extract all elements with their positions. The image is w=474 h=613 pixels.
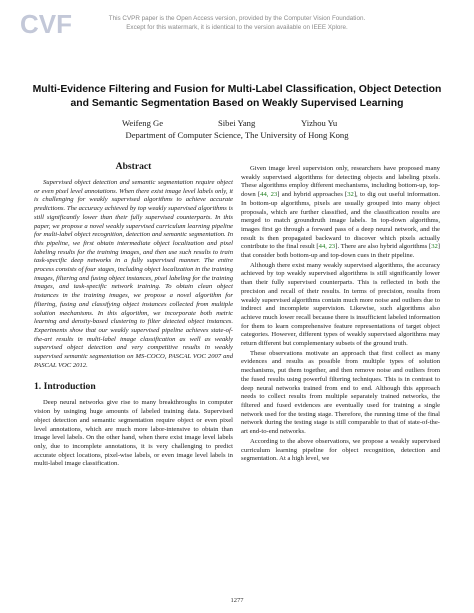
text-run: ] and hybrid approaches [ [277, 191, 348, 199]
left-column [34, 161, 233, 469]
page-number: 1277 [230, 597, 244, 604]
right-column [241, 164, 440, 464]
paper-title: Multi-Evidence Filtering and Fusion for Multi-Label Classification, Object Detection and Semantic Segmentation Based on Weakly Supervised Learning [32, 84, 442, 109]
open-access-notice [0, 14, 474, 32]
author-name: Sibei Yang [218, 118, 256, 128]
text-run: ]. There are also hybrid algorithms [ [335, 243, 432, 251]
introduction-paragraph: Deep neural networks give rise to many breakthroughs in computer vision by usinging huge amounts of labeled training data. Supervised object detection and semantic segmentation require object or even pixel level annotations, which are much more labor-intensive to obtain than image level labels. On the other hand, when there exist image level labels only, due to incomplete annotations, it is very challenging to predict accurate object locations, pixel-wise labels, or even image level labels in multi-label image classification. [34, 399, 233, 468]
citation-link[interactable]: 32 [431, 243, 438, 251]
abstract-heading: Abstract [115, 161, 152, 172]
text-run: ], to dig out useful information. In bottom-up algorithms, pixels are usually grouped into many object proposals, which are further classified, and the classification results are merged to match groundtruth image labels. In top-down algorithms, images first go through a forward pass of a deep neural network, and the result is then propagated backward to discover which pixels actually contribute to the final result [ [241, 191, 441, 251]
author-name: Weifeng Ge [122, 118, 164, 128]
citation-link[interactable]: 32 [347, 191, 354, 199]
intro-paragraph-4: These observations motivate an approach that first collect as many evidences and results as possible from multiple types of solution mechanisms, put them together, and then remove noise and outliers from the fused results using powerful filtering techniques. This is in contrast to deep neural networks trained from end to end. Although this approach needs to collect results from multiple separately trained networks, the filtered and fused evidences are eventually used for training a single network used for the testing stage. Therefore, the running time of the final network during the testing stage is still comparable to that of state-of-the-art end-to-end networks. [241, 349, 440, 436]
notice-line-2: Except for this watermark, it is identical to the version available on IEEE Xplore. [126, 24, 348, 31]
intro-paragraph-5: According to the above observations, we propose a weakly supervised curriculum learning pipeline for object recognition, detection and segmentation. At a high level, we [241, 437, 440, 463]
text-run: Given image level supervision only, researchers have proposed many weakly supervised algorithms for detecting objects and labeling pixels. These algorithms employ different mechanisms, including bottom-up, top-down [ [241, 165, 440, 199]
introduction-heading: 1. Introduction [34, 381, 96, 393]
text-run: ] that consider both bottom-up and top-down cues in their pipeline. [241, 243, 440, 260]
notice-line-1: This CVPR paper is the Open Access version, provided by the Computer Vision Foundation. [108, 15, 366, 22]
cvf-logo-text: CVF [20, 9, 72, 39]
abstract-text: Supervised object detection and semantic segmentation require object or even pixel level annotations. When there exist image level labels only, it is challenging for weakly supervised algorithms to achieve accurate predictions. The accuracy achieved by top weakly supervised algorithms is still significantly lower than their fully supervised counterparts. In this paper, we propose a novel weakly supervised curriculum learning pipeline for multi-label object recognition, detection and semantic segmentation. In this pipeline, we first obtain intermediate object localization and pixel labeling results for the training images, and then use such results to train task-specific deep networks in a fully supervised manner. The entire process consists of four stages, including object localization in the training images, filtering and fusing object instances, pixel labeling for the training images, and task-specific network training. To obtain clean object instances in the training images, we propose a novel algorithm for filtering, fusing and classifying object instances collected from multiple solution mechanisms. In this algorithm, we incorporate both metric learning and density-based clustering to filter detected object instances. Experiments show that our weakly supervised pipeline achieves state-of-the-art results in multi-label image classification as well as weakly supervised object detection and very competitive results in weakly supervised semantic segmentation on MS-COCO, PASCAL VOC 2007 and PASCAL VOC 2012. [34, 179, 233, 369]
citation-link[interactable]: 44, 23 [318, 243, 336, 251]
intro-paragraph-2 [241, 165, 440, 261]
author-name: Yizhou Yu [301, 118, 338, 128]
citation-link[interactable]: 44, 23 [260, 191, 278, 199]
affiliation: Department of Computer Science, The University of Hong Kong [125, 130, 349, 140]
intro-paragraph-3: Although there exist many weakly supervised algorithms, the accuracy achieved by top weakly supervised algorithms is still significantly lower than their fully supervised counterparts. This is reflected in both the precision and recall of their results. In terms of precision, results from weakly supervised algorithms contain much more noise and outliers due to indirect and incomplete supervision. Likewise, such algorithms also achieve much lower recall because there is insufficient labeled information for them to learn comprehensive feature representations of target object categories. However, different types of weakly supervised algorithms may return different but complementary subsets of the ground truth. [241, 261, 440, 348]
